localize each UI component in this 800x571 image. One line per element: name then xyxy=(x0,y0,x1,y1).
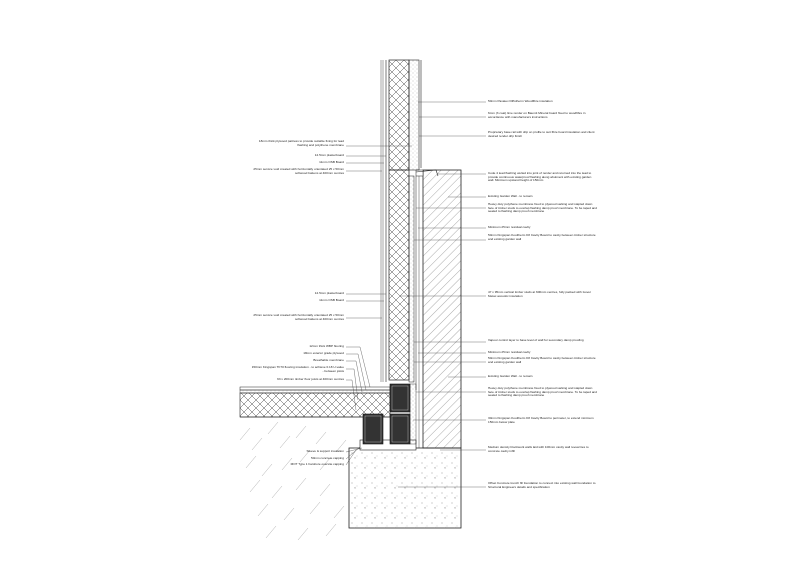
upper-wall-build-up xyxy=(381,60,421,170)
annotation-right-11: Minimum 25mm residual cavity xyxy=(488,350,531,354)
annotation-right-13: Existing Garden Wall - to remain xyxy=(488,374,533,378)
annotation-left-5: 12.5mm plasterboard xyxy=(314,291,344,295)
annotation-left-11: 150mm Kingspan TF70 flooring insulation - to achieve 0.18 U-value - between joists xyxy=(251,365,344,373)
floor-build-up xyxy=(240,387,390,417)
annotation-right-14: Heavy duty polythene membrane fixed to plywood sarking and stapled down face of timber studs to overlap flashing damp proof membrane. To be taped and sealed to flashing damp proof membrane xyxy=(488,386,597,398)
annotation-left-13: Sleeve & support insulation xyxy=(306,449,344,453)
annotation-right-4: Code 4 lead flashing welted into joint of render and returned into the lead to provide continuous waterproof flashing along abutment with existing garden wall. Minimum upstand height of 150mm xyxy=(488,171,592,183)
annotation-left-4: 25mm service void created with horizontally orientated 25 x 50mm softwood battens at 400mm centres xyxy=(253,167,344,175)
annotation-left-6: 11mm OSB Board xyxy=(319,298,344,302)
annotation-right-17: Offset Concrete trench fill foundation to connect into existing wall foundation to Structural Engineers details and specification xyxy=(488,481,596,489)
annotation-right-8: 50mm Kingspan Kooltherm K8 Cavity Board to cavity between timber structure and existing garden wall xyxy=(488,233,596,241)
annotation-right-16: Medium density blockwork walls laid with 100mm cavity wall reveal ties to concrete cavity infill xyxy=(488,445,589,453)
annotation-left-3: 11mm OSB Board xyxy=(319,160,344,164)
annotation-right-3: Proprietary base rail with drip on profile to suit fibre board insulation and client desired render drip finish xyxy=(488,130,595,138)
annotation-right-6: Heavy duty polythene membrane fixed to plywood sarking and stapled down face of timber studs to overlap flashing damp proof membrane. To be taped and sealed to flashing damp proof membrane xyxy=(488,202,597,214)
annotation-right-9: 47 x 95mm vertical timber studs at 600mm centres, fully packed with Isover Metac acoustic insulation xyxy=(488,290,591,298)
existing-garden-wall xyxy=(416,170,461,448)
annotation-right-2: 6mm (3 coat) lime render on Baumit Mineral board fixed to woodfibre in accordance with manufacturers instructions xyxy=(488,111,586,119)
annotation-left-14: 50mm concrete capping xyxy=(310,456,344,460)
foundation xyxy=(349,440,461,528)
annotation-right-10: Vapour control layer to base level of wall for secondary damp proofing xyxy=(488,338,584,342)
annotation-right-5: Existing Garden Wall - to remain xyxy=(488,194,533,198)
annotation-right-1: 50mm Pavatex Diffutherm Woodfibre insulation xyxy=(488,99,553,103)
annotation-left-15: MOT Type 1 hardcore oversite capping xyxy=(290,462,344,466)
annotation-left-9: 18mm exterior grade plywood xyxy=(303,351,344,355)
annotation-left-2: 12.5mm plasterboard xyxy=(314,153,344,157)
ground-hatching xyxy=(240,422,346,540)
annotation-right-7: Minimum 25mm residual cavity xyxy=(488,225,531,229)
annotation-left-1: 18mm thick plywood pattress to provide suitable fixing for lead flashing and polythene membrane xyxy=(258,139,344,147)
annotation-left-10: Breathable membrane xyxy=(313,358,344,362)
annotation-left-12: 63 x 200mm timber floor joists at 400mm centres xyxy=(277,377,344,381)
annotation-right-15: 30mm Kingspan Kooltherm K8 Cavity Board to perimeter, to extend minimum 150mm below plate xyxy=(488,416,594,424)
annotation-right-12: 50mm Kingspan Kooltherm K8 Cavity Board to cavity between timber structure and existing garden wall xyxy=(488,356,596,364)
annotation-left-7: 25mm service void created with horizontally orientated 25 x 50mm softwood battens at 400mm centres xyxy=(253,313,344,321)
annotation-left-8: 12mm thick WBP flooring xyxy=(309,344,344,348)
